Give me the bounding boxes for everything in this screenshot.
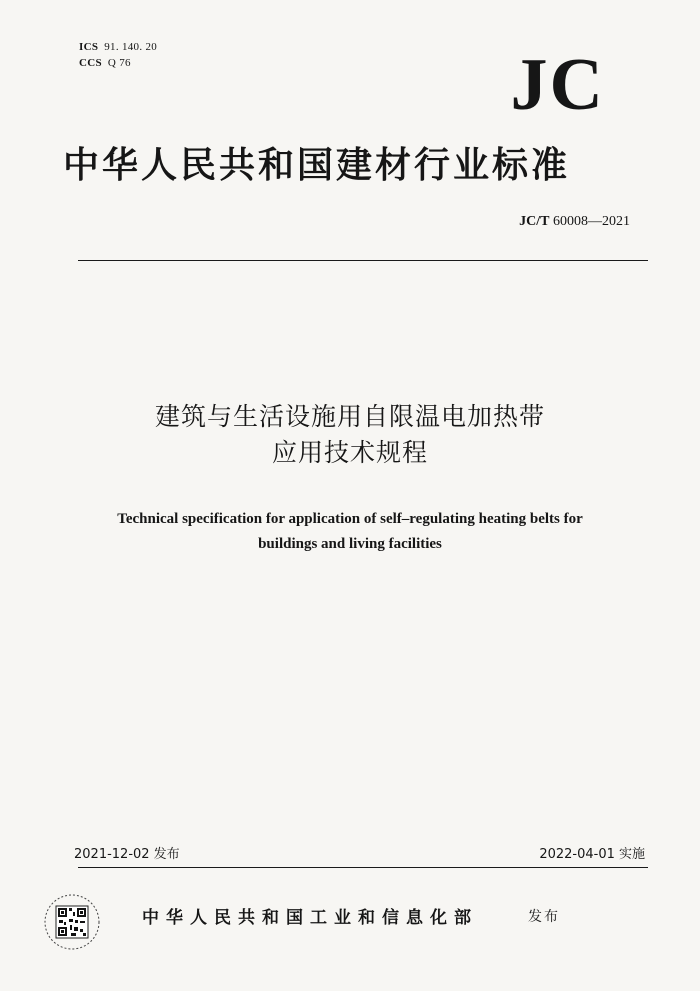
issued-label: 发布: [528, 909, 560, 925]
organization-title: 中华人民共和国建材行业标准: [63, 145, 571, 186]
ics-label: ICS: [79, 41, 99, 53]
ccs-label: CCS: [79, 57, 102, 69]
implementation-date: 2022-04-01 实施: [539, 847, 645, 862]
ics-code-line: [79, 41, 157, 53]
standard-code: 60008—2021: [549, 214, 630, 229]
publish-date: 2021-12-02 发布: [74, 847, 180, 862]
footer-divider: [78, 867, 648, 868]
chinese-title-line-2: 应用技术规程: [271, 438, 428, 467]
header-divider: [78, 260, 648, 261]
english-title-line-1: Technical specification for application of self–regulating heating belts for: [117, 511, 583, 527]
ccs-code: Q 76: [107, 57, 131, 69]
jc-logo: JC: [510, 44, 605, 126]
qr-code-icon: [44, 894, 100, 950]
standard-number: [519, 214, 630, 230]
ics-code: 91. 140. 20: [104, 41, 158, 53]
chinese-title-line-1: 建筑与生活设施用自限温电加热带: [154, 402, 545, 431]
ccs-code-line: [79, 57, 131, 69]
standard-prefix: JC/T: [519, 214, 550, 229]
english-title-line-2: buildings and living facilities: [258, 536, 442, 552]
issuing-authority: 中华人民共和国工业和信息化部: [142, 908, 478, 928]
